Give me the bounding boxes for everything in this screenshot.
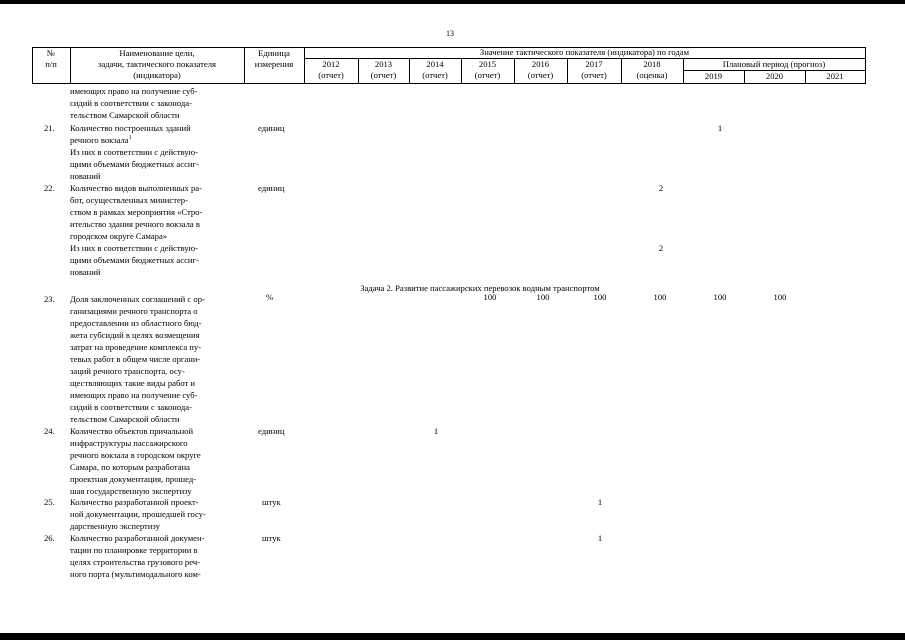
continued-text: имеющих право на получение суб- сидий в соответствии с законода- тельством Самарской области [70, 86, 198, 120]
row-unit: штук [262, 497, 281, 507]
col-num-header: № п/п [45, 48, 57, 69]
plan-year-2020: 2020 [765, 71, 784, 81]
col-name-header: Наименование цели, задачи, тактического показателя (индикатора) [98, 48, 216, 80]
value-2016: 100 [536, 292, 550, 302]
value-2017: 1 [597, 533, 603, 543]
row-name: Доля заключенных соглашений с ор- ганизациями речного транспорта о предоставлении из областного бюд- жета субсидий в целях возмещения затрат на проведение комплекса пу- тевых работ в общем числе органи- заций речного транспорта, осу- ществляющих такие виды работ и имеющих право на получение суб- сидий в соответствии с законода- тельством Самарской области [70, 294, 205, 424]
year-2016: 2016 (отчет) [527, 59, 554, 80]
row-name: Количество построенных зданий речного вокзала$^1$ Из них в соответствии с действую- щими объемами бюджетных ассиг- нований [70, 123, 199, 181]
value-2014: 1 [433, 426, 439, 436]
row-unit: % [266, 292, 274, 302]
year-2013: 2013 (отчет) [370, 59, 397, 80]
col-unit-header: Единица измерения [254, 48, 294, 69]
year-2015: 2015 (отчет) [474, 59, 501, 80]
year-2018: 2018 (оценка) [636, 59, 668, 80]
value-2017: 1 [597, 497, 603, 507]
year-2014: 2014 (отчет) [422, 59, 448, 80]
row-name: Количество разработанной докумен- тации по планировке территории в целях строительства грузового реч- ного порта (мультимодального ком- [70, 533, 205, 579]
plan-year-2021: 2021 [826, 71, 844, 81]
row-name: Количество разработанной проект- ной документации, прошедшей госу- дарственную экспертизу [70, 497, 206, 531]
value-2020: 100 [773, 292, 787, 302]
plan-year-2019: 2019 [704, 71, 723, 81]
col-values-title: Значение тактического показателя (индикатора) по годам [479, 47, 690, 57]
row-number: 25. [44, 497, 55, 507]
row-number: 21. [44, 123, 55, 133]
row-unit: штук [262, 533, 281, 543]
row-number: 22. [44, 183, 55, 193]
value-2015: 100 [483, 292, 497, 302]
row-unit: единиц [258, 183, 285, 193]
row-name: Количество объектов причальной инфраструктуры пассажирского речного вокзала в городском округе Самара, по которым разработана проектная документация, прошед- шая государственную экспертизу [70, 426, 201, 496]
value-2018: 2 [658, 183, 664, 193]
row-unit: единиц [258, 426, 285, 436]
top-border [0, 0, 905, 4]
year-2012: 2012 (отчет) [318, 59, 344, 80]
year-2017: 2017 (отчет) [581, 59, 607, 80]
plan-period-title: Плановый период (прогноз) [722, 59, 826, 69]
sub-value-2018: 2 [658, 243, 664, 253]
value-2017: 100 [593, 292, 607, 302]
value-2019: 100 [713, 292, 727, 302]
row-number: 26. [44, 533, 55, 543]
task-2-heading: Задача 2. Развитие пассажирских перевозок водным транспортом [360, 283, 600, 293]
row-number: 23. [44, 294, 55, 304]
row-name: Количество видов выполненных ра- бот, осуществленных министер- ством в рамках мероприятия «Стро- ительство здания речного вокзала в городском округе Самара» Из них в соответствии с действую- щими объемами бюджетных ассиг- нований [70, 183, 203, 277]
value-2019: 1 [717, 123, 723, 133]
value-2018: 100 [653, 292, 667, 302]
row-unit: единиц [258, 123, 285, 133]
row-number: 24. [44, 426, 55, 436]
page-number: 13 [446, 29, 454, 38]
bottom-border [0, 633, 905, 640]
